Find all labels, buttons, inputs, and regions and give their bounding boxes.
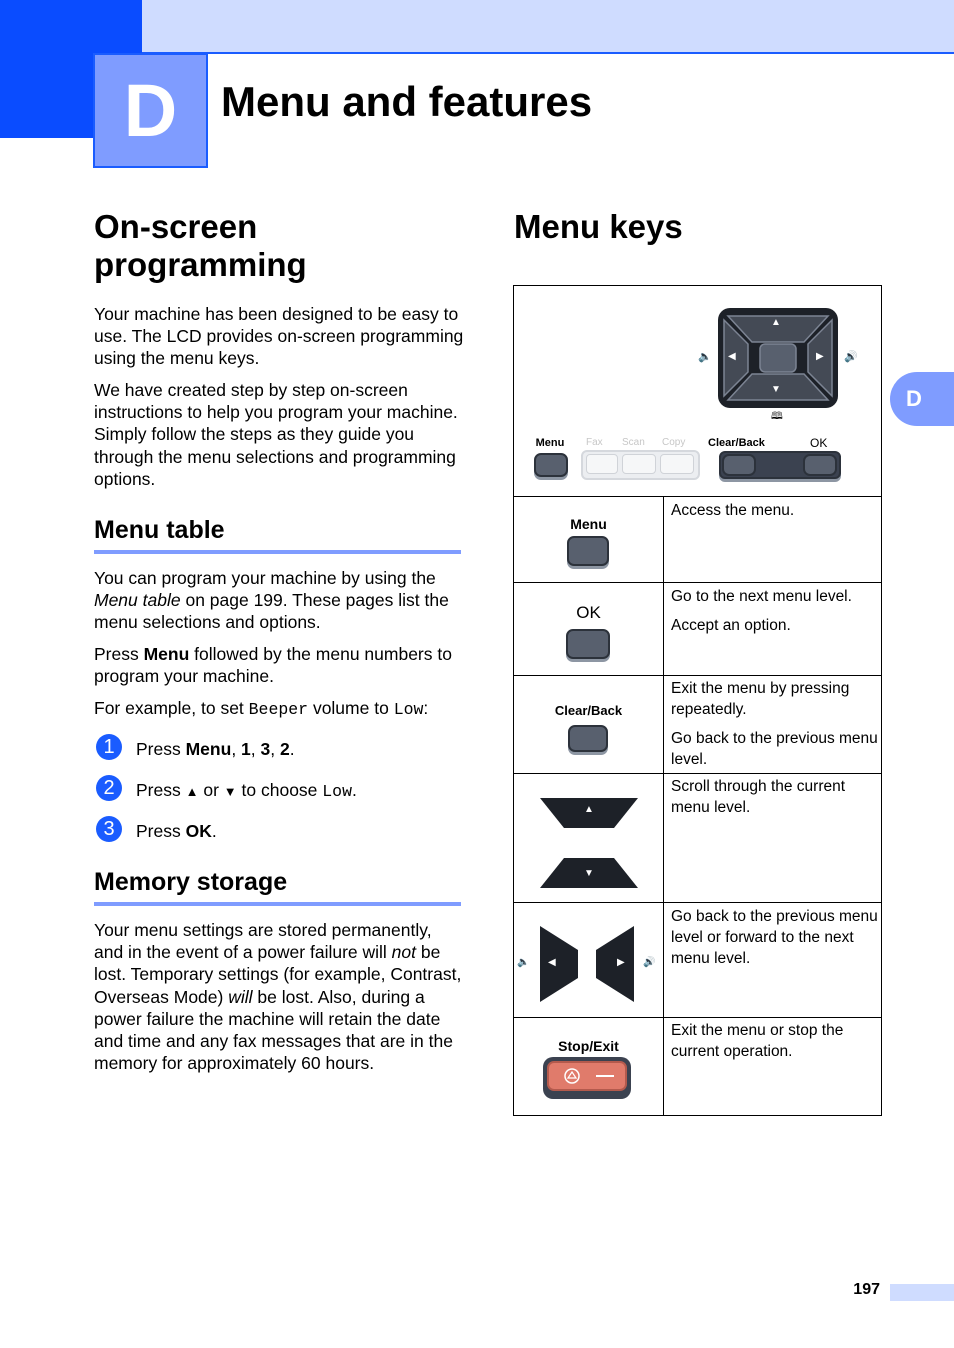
up-arrow-icon: ▲ (185, 784, 199, 799)
menu-key-button[interactable] (567, 536, 609, 566)
intro-paragraph-1: Your machine has been designed to be easy to use. The LCD provides on-screen programming using the menu keys. (94, 304, 464, 369)
panel-menu-label: Menu (535, 437, 565, 449)
chapter-title: Menu and features (221, 78, 593, 125)
step-1-text: Press Menu, 1, 3, 2. (136, 739, 295, 759)
ok-key-button[interactable] (566, 629, 610, 659)
section-heading-onscreen (94, 208, 464, 284)
subheading-rule (94, 550, 461, 554)
up-key-icon[interactable]: ▲ (584, 804, 594, 815)
pad-right-icon[interactable]: ▶ (816, 351, 824, 362)
menu-table-paragraph: You can program your machine by using the Menu table on page 199. These pages list the menu selections and options. (94, 568, 449, 633)
heading-line-2: programming (94, 246, 307, 283)
panel-fax-button[interactable] (586, 454, 618, 474)
pad-left-icon[interactable]: ◀ (728, 351, 736, 362)
stop-exit-key-label: Stop/Exit (558, 1038, 619, 1054)
down-key-icon[interactable]: ▼ (584, 868, 594, 879)
panel-clear-back-button[interactable] (722, 454, 756, 476)
clear-back-key-label: Clear/Back (554, 703, 623, 718)
menu-key-label: Menu (570, 516, 607, 532)
pad-down-icon[interactable]: ▼ (771, 384, 781, 395)
address-book-icon: 🕮 (771, 411, 783, 422)
volume-high-icon: 🔊 (643, 957, 656, 968)
right-key-icon[interactable]: ▶ (617, 957, 625, 968)
example-paragraph: For example, to set Beeper volume to Low: (94, 698, 429, 719)
subheading-memory-storage: Memory storage (94, 868, 288, 896)
page-number: 197 (853, 1281, 880, 1298)
panel-copy-label: Copy (662, 437, 686, 448)
chapter-letter-box: D (93, 53, 208, 168)
menu-keys-table (513, 285, 882, 1116)
footer-band (890, 1284, 954, 1301)
step-3-text: Press OK. (136, 821, 217, 841)
pad-up-icon[interactable]: ▲ (771, 317, 781, 328)
press-menu-paragraph: Press Menu followed by the menu numbers to program your machine. (94, 644, 452, 687)
subheading-rule (94, 902, 461, 906)
down-arrow-icon: ▼ (223, 784, 237, 799)
subheading-menu-table: Menu table (94, 516, 225, 544)
panel-fax-label: Fax (586, 437, 603, 448)
menu-key-description: Access the menu. (671, 502, 795, 519)
panel-copy-button[interactable] (660, 454, 694, 474)
ok-key-label: OK (576, 603, 601, 622)
clear-back-key-description: Exit the menu by pressing repeatedly. Go back to the previous menu level. (671, 680, 878, 768)
left-key-icon[interactable]: ◀ (548, 957, 556, 968)
panel-ok-button[interactable] (803, 454, 837, 476)
ok-key-description: Go to the next menu level. Accept an option. (671, 588, 852, 634)
step-number-2: 2 (96, 775, 122, 801)
step-2-text: Press ▲ or ▼ to choose Low. (136, 780, 357, 801)
stop-exit-key-description: Exit the menu or stop the current operation. (671, 1022, 844, 1060)
section-heading-menu-keys: Menu keys (514, 208, 683, 245)
volume-low-icon: 🔈 (517, 957, 530, 968)
step-number-3: 3 (96, 816, 122, 842)
panel-menu-button[interactable] (534, 453, 568, 477)
menu-table-link[interactable]: Menu table (94, 590, 181, 611)
intro-paragraph-2: We have created step by step on-screen instructions to help you program your machine. Simply follow the steps as they guide you through the menu selections and programming options. (94, 380, 458, 489)
panel-ok-label: OK (810, 436, 828, 450)
stop-icon (562, 1066, 620, 1086)
panel-clear-back-label: Clear/Back (708, 437, 765, 449)
clear-back-key-button[interactable] (568, 725, 608, 752)
panel-scan-label: Scan (622, 437, 645, 448)
header-band (140, 0, 954, 54)
step-number-1: 1 (96, 734, 122, 760)
chapter-side-tab[interactable]: D (890, 372, 954, 426)
heading-line-1: On-screen (94, 208, 258, 245)
memory-paragraph: Your menu settings are stored permanently, and in the event of a power failure will not be lost. Temporary settings (for example, Contrast, Overseas Mode) will be lost. Also, during a power failure the machine will retain the date and time and any fax messages that are in the memory for approximately 60 hours. (94, 920, 462, 1074)
control-panel-illustration (514, 286, 881, 496)
volume-low-icon: 🔈 (698, 351, 712, 363)
volume-high-icon: 🔊 (844, 351, 858, 363)
up-down-keys-description: Scroll through the current menu level. (671, 778, 846, 816)
left-right-keys-description: Go back to the previous menu level or forward to the next menu level. (671, 908, 878, 967)
panel-scan-button[interactable] (622, 454, 656, 474)
